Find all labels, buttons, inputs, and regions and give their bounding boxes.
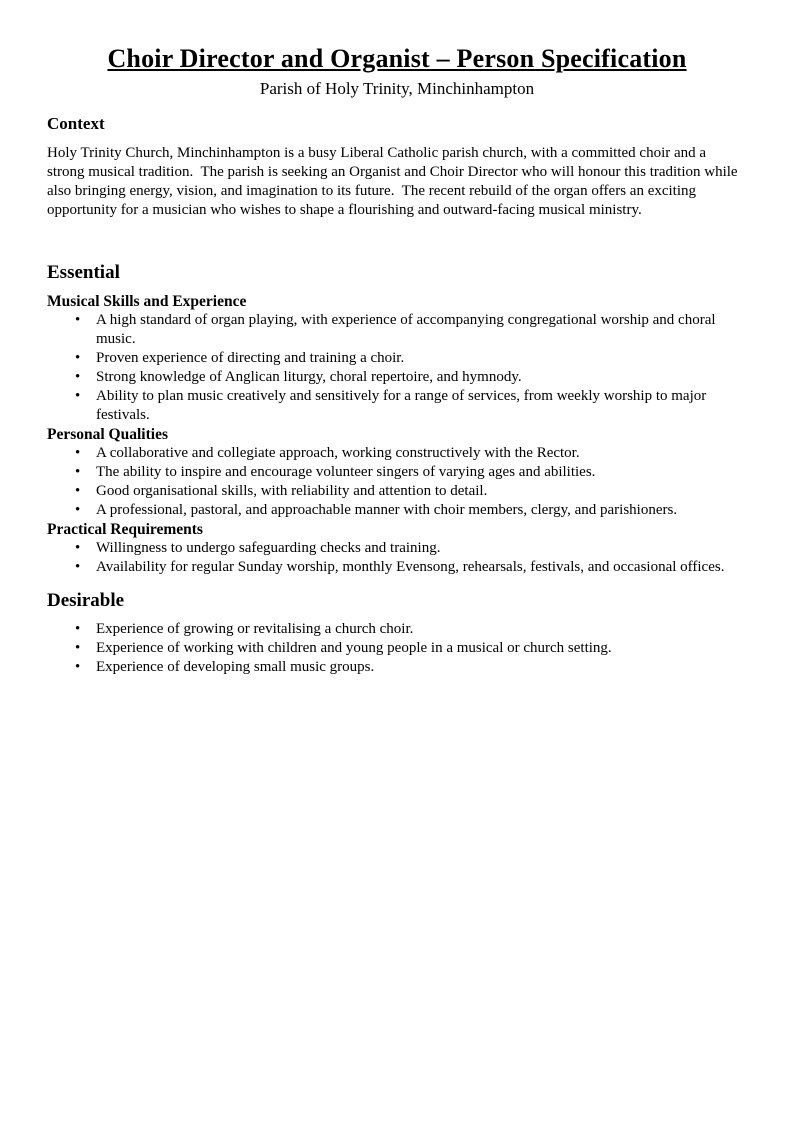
list-item: • A professional, pastoral, and approachable manner with choir members, clergy, and parishioners. bbox=[96, 501, 747, 520]
subsection-heading-practical-requirements: Practical Requirements bbox=[47, 521, 203, 538]
section-heading-essential: Essential bbox=[47, 262, 120, 283]
list-item: • Good organisational skills, with reliability and attention to detail. bbox=[96, 482, 747, 501]
musical-skills-list bbox=[47, 311, 747, 425]
document-subtitle: Parish of Holy Trinity, Minchinhampton bbox=[259, 79, 535, 98]
section-heading-context: Context bbox=[47, 114, 105, 133]
list-item: • Ability to plan music creatively and sensitively for a range of services, from weekly worship to major festivals. bbox=[96, 387, 747, 425]
practical-requirements-list bbox=[47, 539, 747, 577]
subsection-heading-musical-skills: Musical Skills and Experience bbox=[47, 293, 247, 310]
list-item: • Proven experience of directing and training a choir. bbox=[96, 349, 747, 368]
list-item: • Availability for regular Sunday worship, monthly Evensong, rehearsals, festivals, and occasional offices. bbox=[96, 558, 747, 577]
section-heading-desirable: Desirable bbox=[47, 590, 125, 611]
context-paragraph: Holy Trinity Church, Minchinhampton is a busy Liberal Catholic parish church, with a committed choir and a strong musical tradition. The parish is seeking an Organist and Choir Director who will honour this tradition while also bringing energy, vision, and imagination to its future. The recent rebuild of the organ offers an exciting opportunity for a musician who wishes to shape a flourishing and outward-facing musical ministry. bbox=[47, 145, 742, 218]
list-item: • Experience of developing small music groups. bbox=[96, 658, 747, 677]
list-item: • A high standard of organ playing, with experience of accompanying congregational worship and choral music. bbox=[96, 311, 747, 349]
personal-qualities-list bbox=[47, 444, 747, 520]
spacer bbox=[47, 284, 747, 292]
desirable-list bbox=[47, 620, 747, 677]
list-item: • The ability to inspire and encourage volunteer singers of varying ages and abilities. bbox=[96, 463, 747, 482]
list-item: • Strong knowledge of Anglican liturgy, choral repertoire, and hymnody. bbox=[96, 368, 747, 387]
list-item: • Experience of working with children and young people in a musical or church setting. bbox=[96, 639, 747, 658]
list-item: • Experience of growing or revitalising a church choir. bbox=[96, 620, 747, 639]
subsection-heading-personal-qualities: Personal Qualities bbox=[47, 426, 168, 443]
list-item: • Willingness to undergo safeguarding checks and training. bbox=[96, 539, 747, 558]
document-title: Choir Director and Organist – Person Specification bbox=[107, 44, 687, 73]
list-item: • A collaborative and collegiate approach, working constructively with the Rector. bbox=[96, 444, 747, 463]
spacer bbox=[47, 612, 747, 620]
